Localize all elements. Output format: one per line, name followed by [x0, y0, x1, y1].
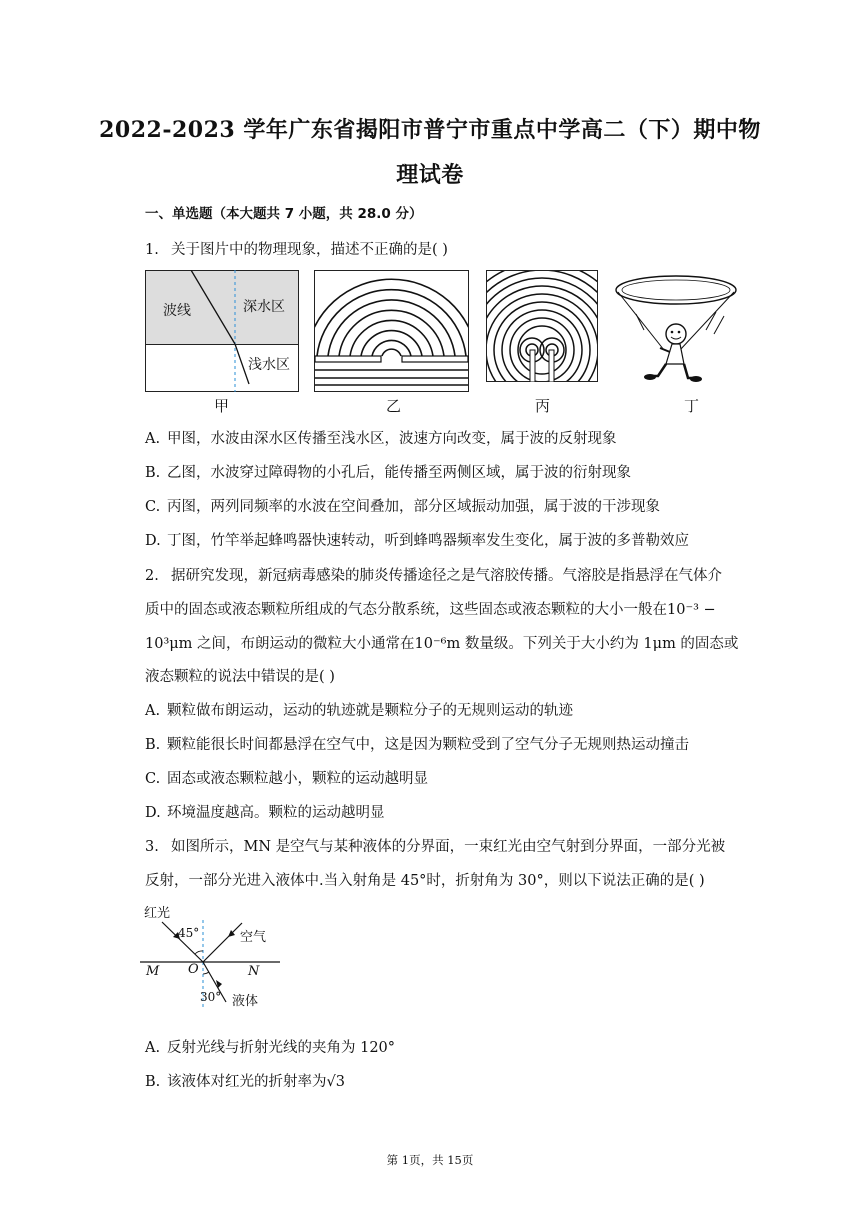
label-deep-water: 深水区 — [243, 299, 285, 315]
caption-bing: 丙 — [535, 397, 551, 415]
option-key: D. — [145, 805, 161, 821]
question-3-line1 — [145, 835, 725, 856]
q1-option-b — [145, 461, 631, 482]
page-title-line1: 2022-2023 学年广东省揭阳市普宁市重点中学高二（下）期中物 — [99, 117, 761, 143]
option-text: 环境温度越高。颗粒的运动越明显 — [167, 805, 385, 821]
option-key: A. — [145, 1040, 161, 1056]
option-key: B. — [145, 737, 161, 753]
figure-yi — [314, 270, 469, 392]
label-angle-30: 30° — [200, 990, 222, 1004]
label-wave-line: 波线 — [163, 303, 191, 319]
option-text: 该液体对红光的折射率为√3 — [167, 1074, 345, 1090]
option-key: B. — [145, 1074, 161, 1090]
q2-option-a — [145, 699, 573, 720]
figure-refraction — [140, 902, 280, 1012]
section-heading: 一、单选题（本大题共 7 小题，共 28.0 分） — [145, 206, 423, 222]
figure-ding — [614, 272, 744, 390]
caption-ding: 丁 — [684, 397, 700, 415]
q2-option-d — [145, 801, 385, 822]
option-key: A. — [145, 703, 161, 719]
figure-bing — [486, 270, 598, 382]
figure-ding-drawing — [614, 272, 744, 390]
option-key: D. — [145, 533, 161, 549]
option-text: 反射光线与折射光线的夹角为 120° — [167, 1040, 396, 1056]
q3-option-b — [145, 1070, 345, 1091]
figure-bing-drawing — [486, 270, 598, 382]
option-text: 丙图，两列同频率的水波在空间叠加，部分区域振动加强，属于波的干涉现象 — [167, 499, 660, 515]
caption-yi: 乙 — [386, 397, 402, 415]
option-text: 甲图，水波由深水区传播至浅水区，波速方向改变，属于波的反射现象 — [167, 431, 617, 447]
label-air: 空气 — [240, 930, 267, 945]
option-text: 颗粒做布朗运动，运动的轨迹就是颗粒分子的无规则运动的轨迹 — [167, 703, 573, 719]
question-number: 3. — [145, 839, 159, 855]
option-key: C. — [145, 499, 161, 515]
question-text: 据研究发现，新冠病毒感染的肺炎传播途径之是气溶胶传播。气溶胶是指悬浮在气体介 — [171, 568, 722, 584]
option-text: 固态或液态颗粒越小，颗粒的运动越明显 — [167, 771, 428, 787]
question-number: 1. — [145, 242, 159, 258]
label-angle-45: 45° — [178, 926, 200, 940]
caption-jia: 甲 — [214, 397, 230, 415]
label-shallow-water: 浅水区 — [248, 357, 290, 373]
question-text: 关于图片中的物理现象，描述不正确的是( ) — [171, 242, 448, 258]
q1-option-c — [145, 495, 660, 516]
option-text: 乙图，水波穿过障碍物的小孔后，能传播至两侧区域，属于波的衍射现象 — [167, 465, 631, 481]
option-key: C. — [145, 771, 161, 787]
figure-jia — [145, 270, 300, 392]
option-key: A. — [145, 431, 161, 447]
page-footer: 第 1页，共 15页 — [386, 1153, 474, 1167]
question-number: 2. — [145, 568, 159, 584]
label-liquid: 液体 — [232, 994, 259, 1009]
question-1-stem — [145, 238, 448, 259]
question-3-line2: 反射，一部分光进入液体中.当入射角是 45°时，折射角为 30°，则以下说法正确的是( ) — [145, 873, 705, 889]
page-title-line2: 理试卷 — [396, 162, 464, 188]
label-n: N — [248, 964, 260, 979]
q2-option-c — [145, 767, 428, 788]
question-2-line3: 10³μm 之间，布朗运动的微粒大小通常在10⁻⁶m 数量级。下列关于大小约为 1μm 的固态或 — [145, 636, 739, 652]
question-2-line4: 液态颗粒的说法中错误的是( ) — [145, 669, 335, 685]
option-key: B. — [145, 465, 161, 481]
q1-option-a — [145, 427, 617, 448]
figure-yi-drawing — [314, 270, 469, 392]
question-2-line2: 质中的固态或液态颗粒所组成的气态分散系统，这些固态或液态颗粒的大小一般在10⁻³ − — [145, 602, 716, 618]
label-m: M — [146, 964, 160, 979]
option-text: 颗粒能很长时间都悬浮在空气中，这是因为颗粒受到了空气分子无规则热运动撞击 — [167, 737, 689, 753]
label-red-light: 红光 — [144, 906, 171, 921]
q1-option-d — [145, 529, 689, 550]
label-o: O — [188, 962, 199, 977]
option-text: 丁图，竹竿举起蜂鸣器快速转动，听到蜂鸣器频率发生变化，属于波的多普勒效应 — [167, 533, 689, 549]
q3-option-a — [145, 1036, 395, 1057]
question-2-line1 — [145, 564, 722, 585]
q2-option-b — [145, 733, 689, 754]
question-text: 如图所示，MN 是空气与某种液体的分界面，一束红光由空气射到分界面，一部分光被 — [171, 839, 726, 855]
